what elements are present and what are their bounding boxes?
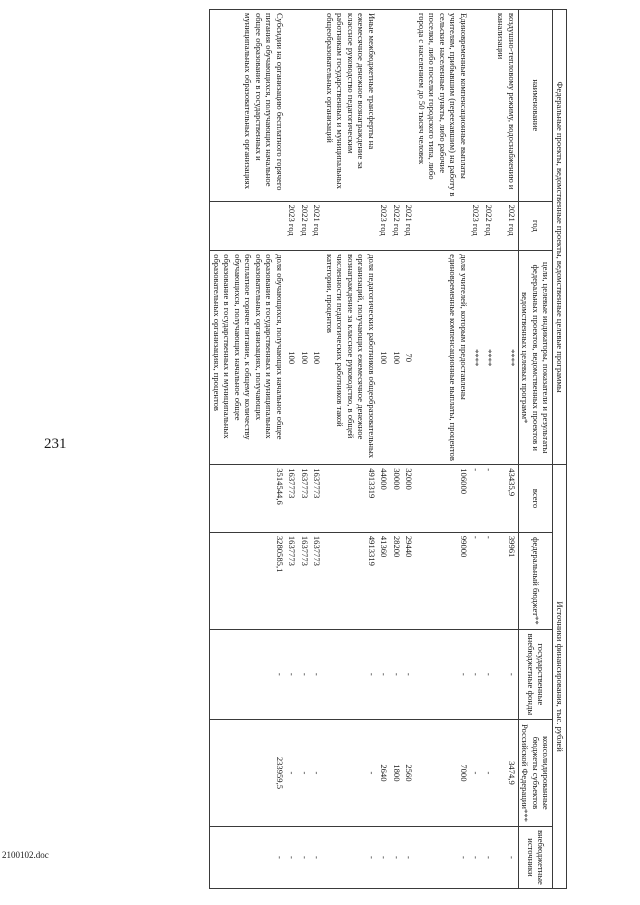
cell-funds: - xyxy=(403,629,416,719)
cell-target: **** xyxy=(495,251,519,465)
cell-regional: - xyxy=(470,719,483,826)
cell-federal: - xyxy=(483,532,496,629)
footer-doc-id: 2100102.doc xyxy=(2,850,49,860)
cell-year xyxy=(210,201,286,251)
cell-name: Единовременные компенсационные выплаты учителям, прибывшим (переехавшим) на работу в сельские населенные пункты, либо рабочие поселки, либо поселки городского типа, либо города с населением до 50 тысяч человек xyxy=(416,10,471,202)
cell-federal: 1637773 xyxy=(286,532,299,629)
cell-target: 100 xyxy=(299,251,312,465)
cell-other: - xyxy=(483,826,496,888)
cell-name xyxy=(470,10,483,202)
cell-funds: - xyxy=(470,629,483,719)
table-row xyxy=(324,10,379,889)
cell-target: доля педагогических работников общеобразовательных организаций, получающих ежемесячное денежное вознаграждение за классное руководство, в общей численности педагогических работников такой категории, процентов xyxy=(324,251,379,465)
cell-funds: - xyxy=(378,629,391,719)
cell-year: 2021 год xyxy=(311,201,324,251)
cell-total: - xyxy=(470,465,483,533)
cell-year: 2023 год xyxy=(378,201,391,251)
cell-name xyxy=(311,10,324,202)
cell-target: доля обучающихся, получающих начальное общее образование в государственных и муниципальных образовательных организациях, получающих бесплатное горячее питание, к общему количеству обучающихся, получающих начальное общее образование в государственных и муниципальных образовательных организациях, процентов xyxy=(210,251,286,465)
table-row xyxy=(403,10,416,889)
table-row xyxy=(391,10,404,889)
cell-funds: - xyxy=(495,629,519,719)
cell-target: **** xyxy=(483,251,496,465)
table-row xyxy=(495,10,519,889)
cell-name xyxy=(378,10,391,202)
cell-regional: 1800 xyxy=(391,719,404,826)
cell-regional: 3474,9 xyxy=(495,719,519,826)
cell-target: 100 xyxy=(311,251,324,465)
header-total: всего xyxy=(519,465,554,533)
cell-funds: - xyxy=(210,629,286,719)
cell-year: 2023 год xyxy=(286,201,299,251)
cell-federal: 29440 xyxy=(403,532,416,629)
header-federal: федеральный бюджет** xyxy=(519,532,554,629)
cell-federal: - xyxy=(470,532,483,629)
cell-regional: - xyxy=(299,719,312,826)
table-row xyxy=(286,10,299,889)
cell-total: 1637773 xyxy=(311,465,324,533)
cell-regional: - xyxy=(324,719,379,826)
page-number: 231 xyxy=(44,436,67,452)
rotated-page xyxy=(2,9,567,889)
financing-table xyxy=(210,9,568,889)
cell-funds: - xyxy=(299,629,312,719)
cell-year: 2022 год xyxy=(391,201,404,251)
cell-other: - xyxy=(416,826,471,888)
header-year: год xyxy=(519,201,554,251)
cell-name xyxy=(299,10,312,202)
cell-total: 43435,9 xyxy=(495,465,519,533)
cell-year: 2022 год xyxy=(483,201,496,251)
cell-other: - xyxy=(210,826,286,888)
cell-target: 70 xyxy=(403,251,416,465)
cell-funds: - xyxy=(311,629,324,719)
cell-name xyxy=(391,10,404,202)
cell-total: 3514544,6 xyxy=(210,465,286,533)
cell-other: - xyxy=(403,826,416,888)
cell-regional: 233959,5 xyxy=(210,719,286,826)
cell-total: 32000 xyxy=(403,465,416,533)
cell-other: - xyxy=(378,826,391,888)
cell-year: 2022 год xyxy=(299,201,312,251)
table-row xyxy=(470,10,483,889)
table-row xyxy=(311,10,324,889)
cell-target: доля учителей, которым предоставлены единовременные компенсационные выплаты, процентов xyxy=(416,251,471,465)
header-offbudget-funds: государственные внебюджетные фонды xyxy=(519,629,554,719)
table-row xyxy=(483,10,496,889)
cell-funds: - xyxy=(286,629,299,719)
cell-target: **** xyxy=(470,251,483,465)
cell-other: - xyxy=(391,826,404,888)
cell-funds: - xyxy=(483,629,496,719)
cell-name: воздушно-тепловому режиму, водоснабжению и канализации xyxy=(495,10,519,202)
cell-federal: 3280585,1 xyxy=(210,532,286,629)
cell-federal: 41360 xyxy=(378,532,391,629)
cell-funds: - xyxy=(416,629,471,719)
cell-year xyxy=(324,201,379,251)
cell-federal: 99000 xyxy=(416,532,471,629)
cell-other: - xyxy=(311,826,324,888)
cell-other: - xyxy=(286,826,299,888)
header-financing-group: Источники финансирования, тыс. рублей xyxy=(553,465,567,889)
table-row xyxy=(299,10,312,889)
cell-other: - xyxy=(495,826,519,888)
cell-name xyxy=(286,10,299,202)
cell-target: 100 xyxy=(286,251,299,465)
cell-federal: 28200 xyxy=(391,532,404,629)
cell-total: 1637773 xyxy=(299,465,312,533)
cell-year: 2021 год xyxy=(403,201,416,251)
cell-regional: 7000 xyxy=(416,719,471,826)
cell-name xyxy=(483,10,496,202)
cell-regional: - xyxy=(311,719,324,826)
header-nonbudget: внебюджетные источники xyxy=(519,826,554,888)
cell-other: - xyxy=(470,826,483,888)
cell-federal: 1637773 xyxy=(311,532,324,629)
header-name: наименование xyxy=(519,10,554,202)
cell-target: 100 xyxy=(378,251,391,465)
cell-total: 4913319 xyxy=(324,465,379,533)
header-projects-group: Федеральные проекты, ведомственные проекты, ведомственные целевые программы xyxy=(553,10,567,465)
cell-total: 44000 xyxy=(378,465,391,533)
cell-year: 2021 год xyxy=(495,201,519,251)
cell-total: 106000 xyxy=(416,465,471,533)
cell-total: 1637773 xyxy=(286,465,299,533)
header-regional: консолидированные бюджеты субъектов Российской Федерации*** xyxy=(519,719,554,826)
cell-federal: 39961 xyxy=(495,532,519,629)
header-targets: цели, целевые индикаторы, показатели и результаты федеральных проектов, ведомственных проектов и ведомственных целевых программ* xyxy=(519,251,554,465)
cell-funds: - xyxy=(324,629,379,719)
cell-other: - xyxy=(324,826,379,888)
cell-name: Иные межбюджетные трансферты на ежемесячное денежное вознаграждение за классное руководство педагогическим работникам государственных и муниципальных общеобразовательных организаций xyxy=(324,10,379,202)
cell-year: 2023 год xyxy=(470,201,483,251)
cell-federal: 1637773 xyxy=(299,532,312,629)
cell-regional: - xyxy=(483,719,496,826)
table-row xyxy=(416,10,471,889)
table-row xyxy=(378,10,391,889)
cell-other: - xyxy=(299,826,312,888)
cell-federal: 4913319 xyxy=(324,532,379,629)
cell-target: 100 xyxy=(391,251,404,465)
cell-total: - xyxy=(483,465,496,533)
table-row xyxy=(210,10,286,889)
cell-regional: 2560 xyxy=(403,719,416,826)
cell-year xyxy=(416,201,471,251)
cell-funds: - xyxy=(391,629,404,719)
cell-total: 30000 xyxy=(391,465,404,533)
cell-regional: 2640 xyxy=(378,719,391,826)
cell-name: Субсидии на организацию бесплатного горячего питания обучающихся, получающих начальное общее образование в государственных и муниципальных образовательных организациях xyxy=(210,10,286,202)
cell-regional: - xyxy=(286,719,299,826)
cell-name xyxy=(403,10,416,202)
